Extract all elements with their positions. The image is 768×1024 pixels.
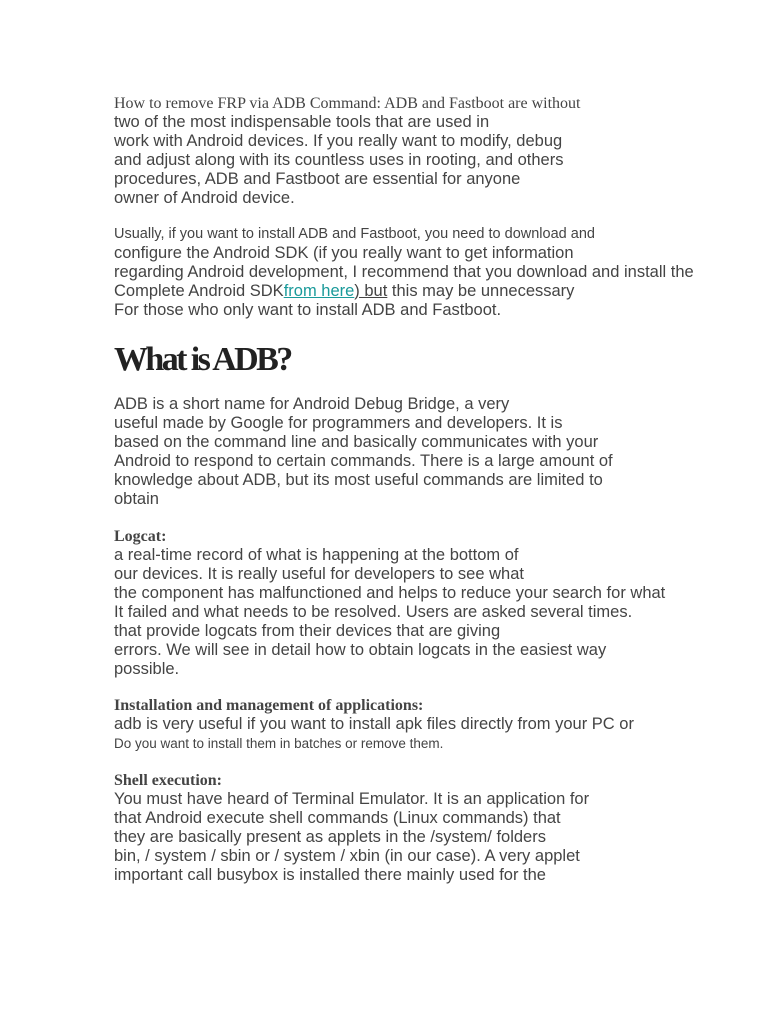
intro-line: work with Android devices. If you really want to modify, debug (114, 132, 563, 150)
sdk-line: Usually, if you want to install ADB and Fastboot, you need to download and (114, 226, 595, 242)
adb-paragraph (114, 395, 714, 509)
shell-line: that Android execute shell commands (Linux commands) that (114, 809, 561, 827)
installation-line: Do you want to install them in batches or remove them. (114, 736, 444, 751)
shell-line: bin, / system / sbin or / system / xbin (in our case). A very applet (114, 847, 580, 865)
sdk-line-rest: this may be unnecessary (387, 282, 575, 300)
from-here-link[interactable]: from here (283, 282, 355, 300)
logcat-line: It failed and what needs to be resolved. Users are asked several times. (114, 603, 633, 621)
logcat-line: errors. We will see in detail how to obtain logcats in the easiest way (114, 641, 607, 659)
adb-line: knowledge about ADB, but its most useful commands are limited to (114, 471, 603, 489)
sdk-line: For those who only want to install ADB and Fastboot. (114, 301, 502, 319)
adb-line: ADB is a short name for Android Debug Bridge, a very (114, 395, 510, 413)
shell-section (114, 772, 714, 885)
adb-line: useful made by Google for programmers and developers. It is (114, 414, 563, 432)
logcat-line: the component has malfunctioned and helps to reduce your search for what (114, 584, 666, 602)
installation-label: Installation and management of applications: (114, 697, 424, 714)
logcat-line: that provide logcats from their devices that are giving (114, 622, 501, 640)
intro-paragraph (114, 94, 714, 208)
adb-line: based on the command line and basically communicates with your (114, 433, 599, 451)
adb-line: obtain (114, 490, 159, 508)
installation-section (114, 697, 714, 753)
intro-line: owner of Android device. (114, 189, 295, 207)
logcat-line: possible. (114, 660, 180, 678)
sdk-line-with-link (114, 282, 714, 301)
intro-line: and adjust along with its countless uses in rooting, and others (114, 151, 564, 169)
what-is-adb-heading: What is ADB? (114, 341, 291, 378)
but-link[interactable]: ) but (354, 282, 388, 300)
sdk-line-prefix: Complete Android SDK (114, 282, 284, 300)
installation-line: adb is very useful if you want to install apk files directly from your PC or (114, 715, 634, 733)
shell-line: they are basically present as applets in the /system/ folders (114, 828, 546, 846)
shell-label: Shell execution: (114, 772, 222, 789)
adb-line: Android to respond to certain commands. There is a large amount of (114, 452, 613, 470)
logcat-line: our devices. It is really useful for developers to see what (114, 565, 524, 583)
sdk-line: configure the Android SDK (if you really want to get information (114, 244, 574, 262)
article (114, 94, 714, 885)
intro-line: How to remove FRP via ADB Command: ADB and Fastboot are without (114, 95, 581, 112)
logcat-line: a real-time record of what is happening at the bottom of (114, 546, 519, 564)
shell-line: You must have heard of Terminal Emulator. It is an application for (114, 790, 590, 808)
sdk-line: regarding Android development, I recommend that you download and install the (114, 263, 694, 281)
shell-line: important call busybox is installed there mainly used for the (114, 866, 546, 884)
intro-line: two of the most indispensable tools that are used in (114, 113, 490, 131)
sdk-paragraph (114, 225, 714, 320)
logcat-label: Logcat: (114, 528, 167, 545)
logcat-section (114, 528, 714, 679)
intro-line: procedures, ADB and Fastboot are essential for anyone (114, 170, 521, 188)
